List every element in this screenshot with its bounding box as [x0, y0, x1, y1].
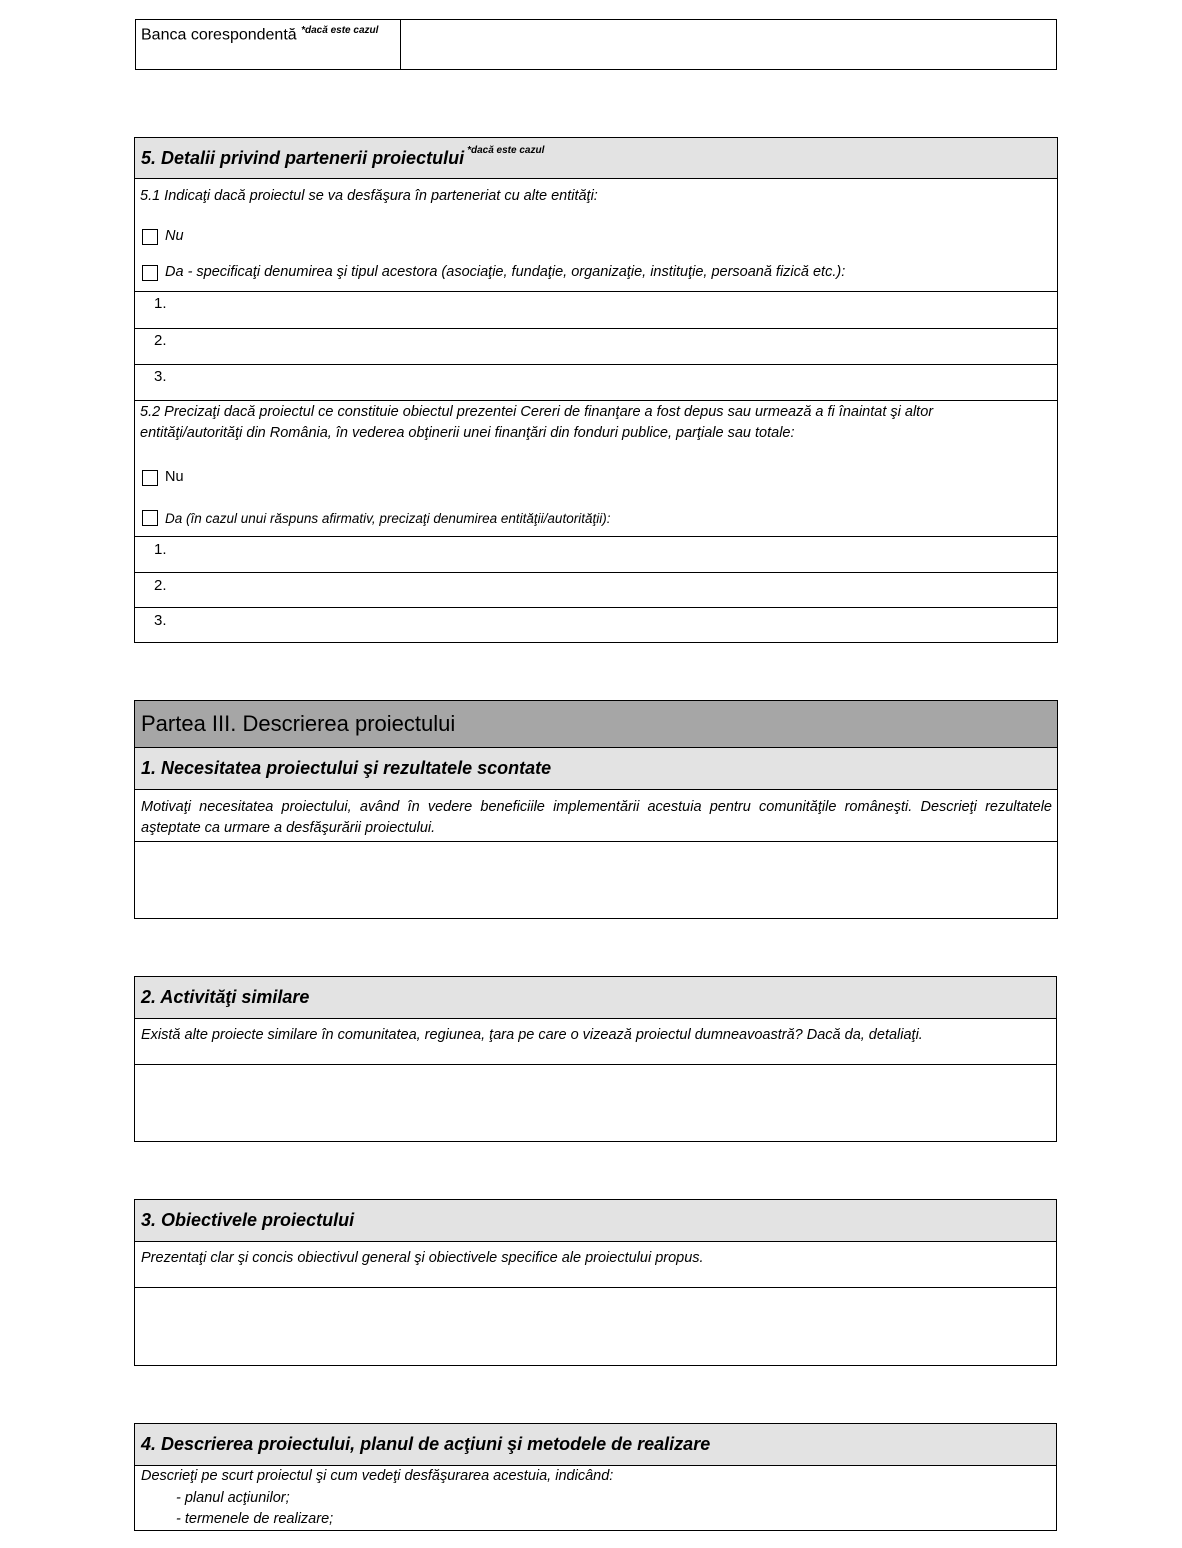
part3-section1 [134, 700, 1058, 919]
s4-text: Descrieţi pe scurt proiectul şi cum vedeţi desfăşurarea acestuia, indicând: [141, 1468, 614, 1484]
q1-row-1[interactable]: 1. [154, 295, 167, 312]
section2 [134, 976, 1057, 1142]
partners-note: *dacă este cazul [467, 144, 545, 156]
s2-title: 2. Activităţi similare [135, 977, 1056, 1019]
bank-label-cell [136, 20, 401, 69]
row-divider [135, 400, 1057, 401]
s1-title: 1. Necesitatea proiectului şi rezultatele scontate [135, 748, 1057, 790]
q1-no-checkbox[interactable] [142, 229, 158, 245]
q1-no-label: Nu [165, 228, 184, 244]
bank-label: Banca corespondentă [141, 26, 297, 44]
partners-q1: 5.1 Indicaţi dacă proiectul se va desfăşura în parteneriat cu alte entităţi: [140, 188, 598, 204]
s3-title: 3. Obiectivele proiectului [135, 1200, 1056, 1242]
partners-q2: 5.2 Precizaţi dacă proiectul ce constituie obiectul prezentei Cereri de finanţare a fost depus sau urmează a fi înaintat şi altor entităţi/autorităţi din România, în vederea obţinerii unei finanţări din fonduri publice, parţiale sau totale: [140, 404, 934, 441]
row-divider [135, 536, 1057, 537]
s1-text: Motivaţi necesitatea proiectului, având în vedere beneficiile implementării acestuia pentru comunităţile româneşti. Descrieţi rezultatele aşteptate ca urmare a desfăşurării proiectului. [141, 799, 1052, 836]
q2-row-2[interactable]: 2. [154, 577, 167, 594]
q2-yes-label: Da (în cazul unui răspuns afirmativ, precizaţi denumirea entităţii/autorităţii): [165, 511, 611, 526]
s4-item-1: - planul acţiunilor; [176, 1490, 290, 1506]
s3-answer-field[interactable] [135, 1288, 1056, 1365]
section4 [134, 1423, 1057, 1531]
row-divider [135, 328, 1057, 329]
q2-row-3[interactable]: 3. [154, 612, 167, 629]
q2-yes-checkbox[interactable] [142, 510, 158, 526]
q1-yes-label: Da - specificaţi denumirea şi tipul acestora (asociaţie, fundaţie, organizaţie, instituţie, persoană fizică etc.): [165, 264, 846, 280]
q1-row-3[interactable]: 3. [154, 368, 167, 385]
q2-no-label: Nu [165, 469, 184, 485]
s2-text: Există alte proiecte similare în comunitatea, regiunea, ţara pe care o vizează proiectul dumneavoastră? Dacă da, detaliaţi. [141, 1027, 923, 1043]
bank-value-field[interactable] [402, 20, 1056, 69]
row-divider [135, 291, 1057, 292]
q1-yes-checkbox[interactable] [142, 265, 158, 281]
part3-title: Partea III. Descrierea proiectului [135, 701, 1057, 748]
partners-title: 5. Detalii privind partenerii proiectului *dacă este cazul [135, 138, 1057, 179]
row-divider [135, 607, 1057, 608]
row-divider [135, 364, 1057, 365]
q1-row-2[interactable]: 2. [154, 332, 167, 349]
s1-answer-field[interactable] [135, 842, 1057, 918]
s4-title: 4. Descrierea proiectului, planul de acţiuni şi metodele de realizare [135, 1424, 1056, 1466]
q2-no-checkbox[interactable] [142, 470, 158, 486]
bank-table [135, 19, 1057, 70]
s3-text: Prezentaţi clar şi concis obiectivul general şi obiectivele specifice ale proiectului propus. [141, 1250, 704, 1266]
partners-section [134, 137, 1058, 643]
row-divider [135, 572, 1057, 573]
s4-item-2: - termenele de realizare; [176, 1511, 334, 1527]
q2-row-1[interactable]: 1. [154, 541, 167, 558]
bank-note: *dacă este cazul [301, 25, 379, 36]
section3 [134, 1199, 1057, 1366]
s2-answer-field[interactable] [135, 1065, 1056, 1141]
